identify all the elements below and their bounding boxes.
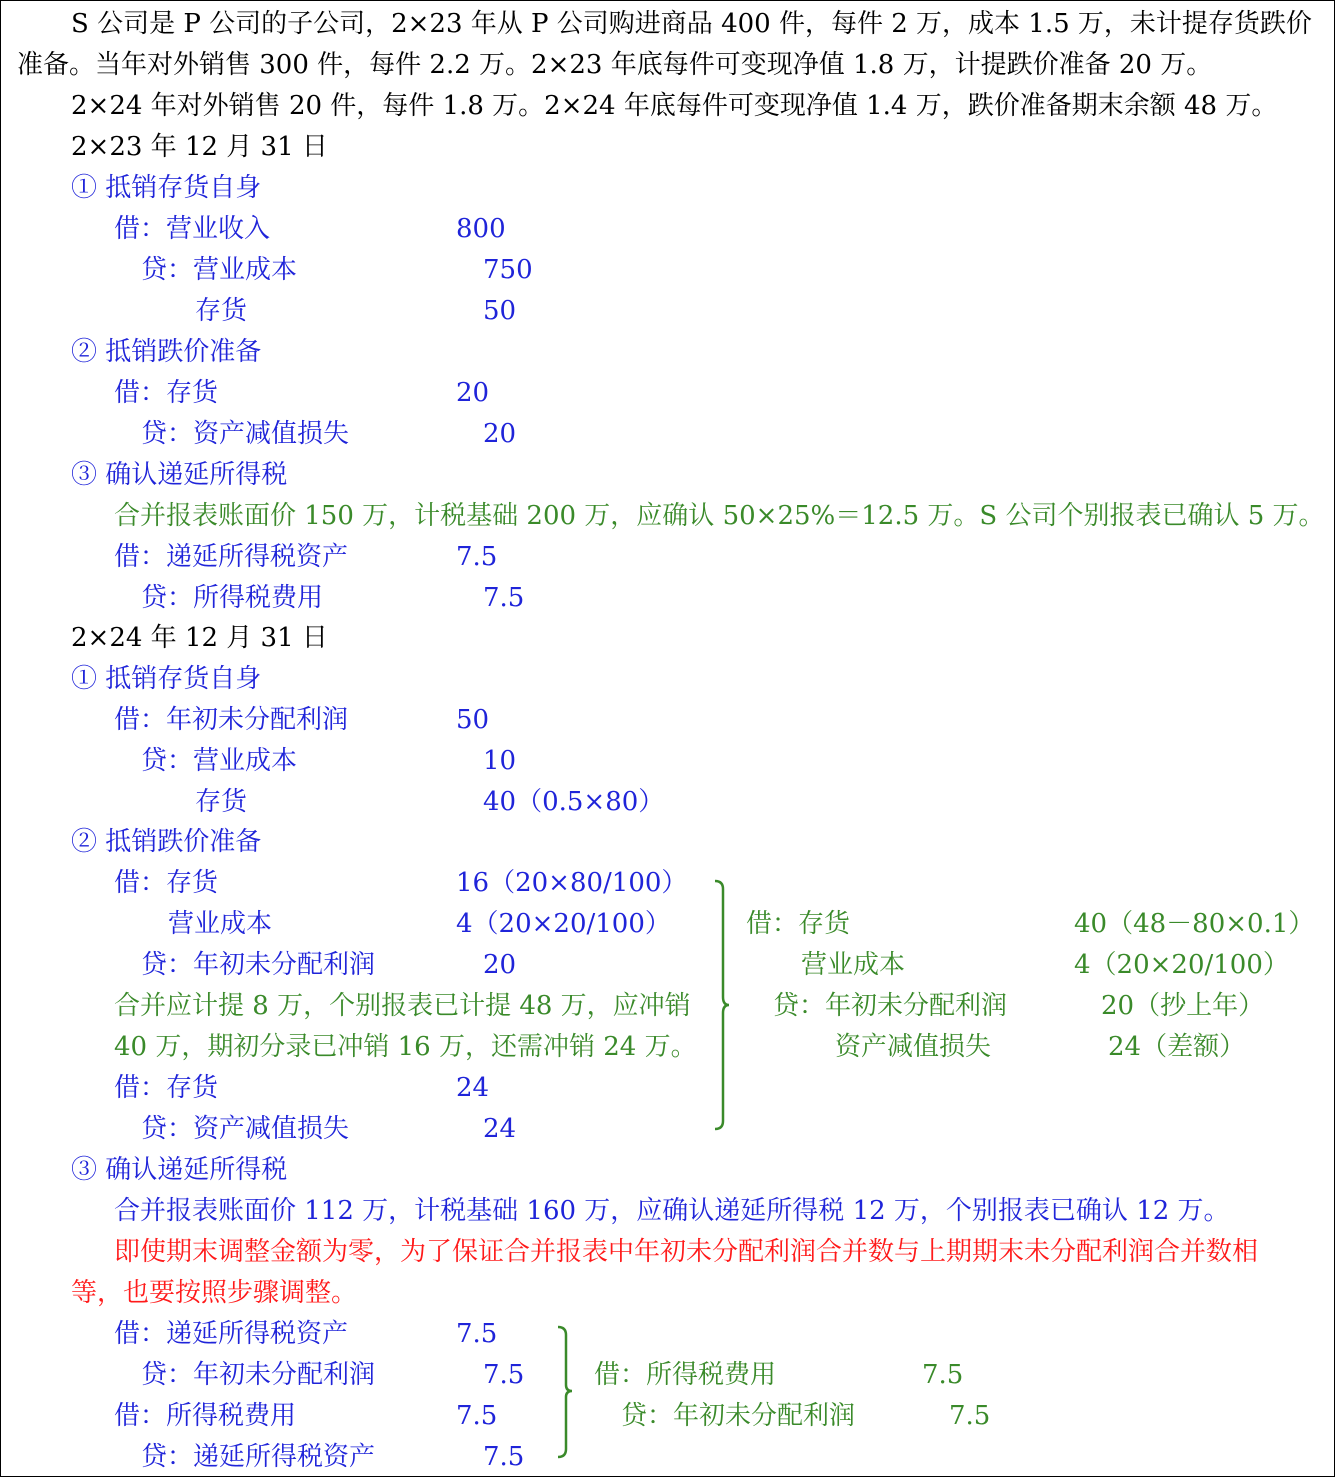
side-entry-label: 贷：年初未分配利润 [773,991,1008,1021]
date-2024: 2×24 年 12 月 31 日 [71,623,328,653]
intro-line-3: 2×24 年对外销售 20 件，每件 1.8 万。2×24 年底每件可变现净值 1.4 万，跌价准备期末余额 48 万。 [71,91,1278,121]
side-entry-amount: 7.5 [922,1360,964,1390]
entry-amount: 20 [456,378,490,408]
side-entry-amount: 40（48－80×0.1） [1074,909,1315,939]
entry-amount: 7.5 [456,542,498,572]
section-2023-2-title: ② 抵销跌价准备 [71,337,262,367]
note-2024-tax: 合并报表账面价 112 万，计税基础 160 万，应确认递延所得税 12 万，个别报表已确认 12 万。 [114,1196,1230,1226]
side-entry-amount: 24（差额） [1108,1032,1246,1062]
note-2024-impairment-1: 合并应计提 8 万，个别报表已计提 48 万，应冲销 [114,991,691,1021]
date-2023: 2×23 年 12 月 31 日 [71,132,328,162]
entry-label: 借：存货 [114,868,219,898]
entry-label: 借：递延所得税资产 [114,542,349,572]
side-entry-label: 贷：年初未分配利润 [621,1401,856,1431]
side-entry-label: 借：存货 [746,909,851,939]
entry-label: 存货 [195,787,248,817]
entry-label: 贷：所得税费用 [141,583,324,613]
section-2023-1-title: ① 抵销存货自身 [71,173,262,203]
entry-label: 借：营业收入 [114,214,271,244]
entry-amount: 7.5 [456,1319,498,1349]
entry-label: 借：存货 [114,1073,219,1103]
entry-label: 借：所得税费用 [114,1401,297,1431]
entry-label: 贷：递延所得税资产 [141,1442,376,1472]
entry-amount: 50 [483,296,517,326]
entry-amount: 7.5 [483,1360,525,1390]
entry-amount: 7.5 [483,583,525,613]
entry-amount: 40（0.5×80） [483,787,665,817]
curly-brace-1 [713,879,733,1131]
warning-line-1: 即使期末调整金额为零，为了保证合并报表中年初未分配利润合并数与上期期末未分配利润合并数相 [114,1237,1259,1267]
entry-label: 存货 [195,296,248,326]
intro-line-2: 准备。当年对外销售 300 件，每件 2.2 万。2×23 年底每件可变现净值 1.8 万，计提跌价准备 20 万。 [17,50,1213,80]
side-entry-amount: 20（抄上年） [1101,991,1265,1021]
entry-label: 贷：资产减值损失 [141,419,350,449]
side-entry-label: 借：所得税费用 [594,1360,777,1390]
section-2024-1-title: ① 抵销存货自身 [71,664,262,694]
entry-label: 借：年初未分配利润 [114,705,349,735]
entry-label: 贷：营业成本 [141,255,298,285]
note-2023-tax: 合并报表账面价 150 万，计税基础 200 万，应确认 50×25%＝12.5 万。S 公司个别报表已确认 5 万。 [114,501,1325,531]
side-entry-amount: 4（20×20/100） [1074,950,1289,980]
entry-label: 贷：年初未分配利润 [141,1360,376,1390]
side-entry-label: 营业成本 [801,950,906,980]
entry-label: 贷：营业成本 [141,746,298,776]
section-2024-3-title: ③ 确认递延所得税 [71,1155,288,1185]
entry-amount: 20 [483,419,517,449]
entry-label: 贷：年初未分配利润 [141,950,376,980]
section-2023-3-title: ③ 确认递延所得税 [71,460,288,490]
note-2024-impairment-2: 40 万，期初分录已冲销 16 万，还需冲销 24 万。 [114,1032,697,1062]
entry-label: 贷：资产减值损失 [141,1114,350,1144]
side-entry-amount: 7.5 [949,1401,991,1431]
entry-amount: 7.5 [483,1442,525,1472]
entry-amount: 24 [456,1073,490,1103]
entry-amount: 24 [483,1114,517,1144]
entry-amount: 10 [483,746,517,776]
entry-amount: 800 [456,214,506,244]
entry-amount: 50 [456,705,490,735]
entry-label: 借：存货 [114,378,219,408]
entry-amount: 7.5 [456,1401,498,1431]
side-entry-label: 资产减值损失 [835,1032,992,1062]
curly-brace-2 [556,1325,576,1461]
section-2024-2-title: ② 抵销跌价准备 [71,827,262,857]
entry-label: 借：递延所得税资产 [114,1319,349,1349]
entry-amount: 4（20×20/100） [456,909,671,939]
entry-label: 营业成本 [168,909,273,939]
entry-amount: 16（20×80/100） [456,868,688,898]
entry-amount: 750 [483,255,533,285]
entry-amount: 20 [483,950,517,980]
warning-line-2: 等，也要按照步骤调整。 [71,1278,358,1308]
intro-line-1: S 公司是 P 公司的子公司，2×23 年从 P 公司购进商品 400 件，每件 2 万，成本 1.5 万，未计提存货跌价 [71,9,1312,39]
